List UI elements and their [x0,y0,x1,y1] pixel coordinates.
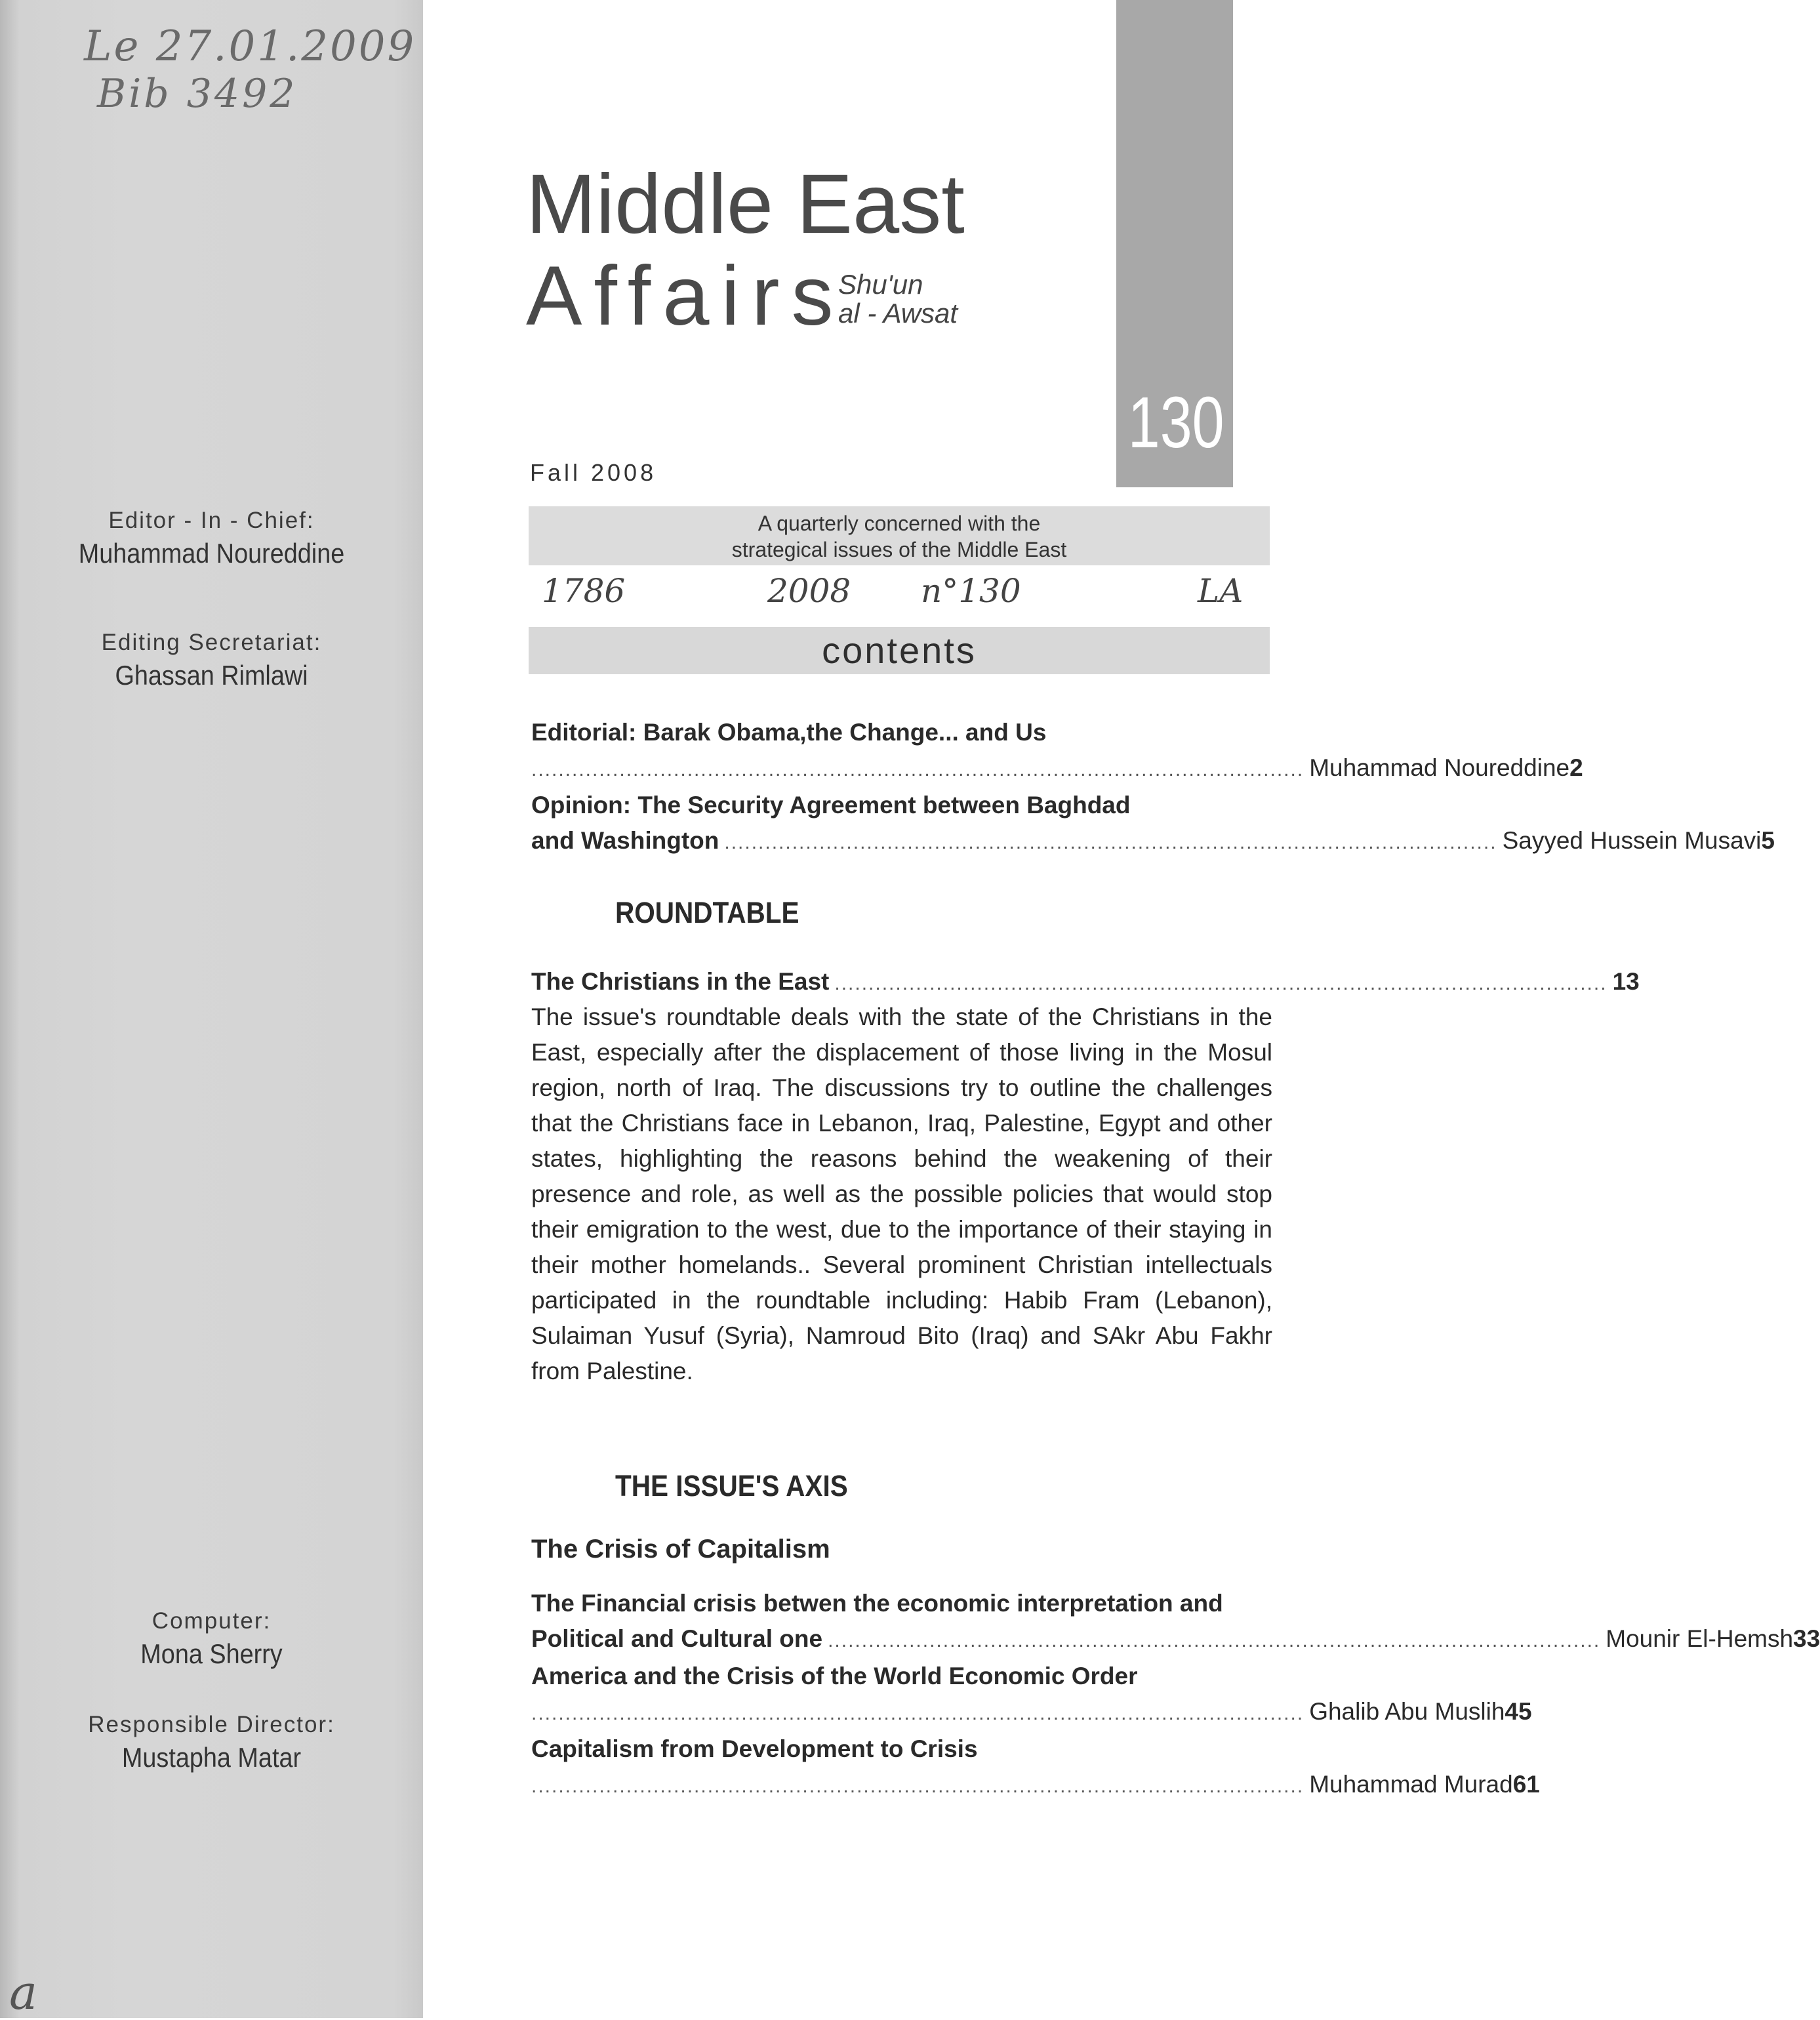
leader-dots: .................................................................................................................. [724,832,1497,853]
subtitle-line2: al - Awsat [838,298,958,329]
tagline-box [529,506,1270,565]
leader-dots: .................................................................................................................. [531,759,1304,780]
toc-opinion-page: 5 [1761,827,1775,854]
tagline-line2: strategical issues of the Middle East [731,538,1067,561]
editor-name: Muhammad Noureddine [78,538,345,569]
toc-axis-item-1-author: Mounir El-Hemsh [1606,1625,1794,1652]
toc-top-entries [531,715,1775,860]
toc-opinion-title-cont: and Washington [531,827,719,854]
roundtable-description: The issue's roundtable deals with the state of the Christians in the East, especially after the displacement of those living in the Mosul region, north of Iraq. The discussions try to outline the challenges that the Christians face in Lebanon, Iraq, Palestine, Egypt and other states, highlighting the reasons behind the weakening of their presence and role, as well as the possible policies that would stop their emigration to the west, due to the importance of their staying in their mother homelands.. Several prominent Christian intellectuals participated in the roundtable including: Habib Fram (Lebanon), Sulaiman Yusuf (Syria), Namroud Bito (Iraq) and SAkr Abu Fakhr from Palestine. [531,1003,1272,1384]
toc-axis-item-2-title: America and the Crisis of the World Economic Order [531,1663,1138,1689]
toc-editorial-title: Editorial: Barak Obama,the Change... and Us [531,719,1047,746]
computer-role: Computer: [152,1608,272,1634]
toc-axis-item-2-page: 45 [1505,1698,1532,1725]
toc-roundtable-row [531,964,1640,1001]
toc-axis-entries [531,1586,1820,1804]
sidebar-panel [0,0,423,2018]
secretariat-credit [0,630,423,691]
toc-axis-item-1-page: 33 [1793,1625,1820,1652]
toc-opinion-title: Opinion: The Security Agreement between Baghdad [531,792,1131,818]
subtitle-line1: Shu'un [838,269,923,300]
toc-axis-item-1-title: The Financial crisis betwen the economic interpretation and [531,1590,1223,1617]
director-role: Responsible Director: [88,1712,335,1737]
tagline-line1: A quarterly concerned with the [758,512,1041,535]
journal-subtitle [838,270,958,328]
leader-dots: .................................................................................................................. [828,1630,1601,1651]
leader-dots: .................................................................................................................. [834,973,1608,994]
director-credit [0,1712,423,1773]
handwritten-catalog-2: 2008 [767,572,851,610]
leader-dots: .................................................................................................................. [531,1775,1304,1797]
handwritten-catalog-4: LA [1198,572,1244,610]
handwritten-corner-mark: a [9,1965,37,2020]
toc-axis-item-2-author: Ghalib Abu Muslih [1309,1698,1505,1725]
toc-roundtable-page: 13 [1612,968,1640,995]
handwritten-catalog-1: 1786 [542,572,626,610]
issue-season: Fall 2008 [530,459,657,486]
handwritten-bib-number: Bib 3492 [97,71,298,117]
director-name: Mustapha Matar [121,1742,302,1773]
editor-credit [0,508,423,569]
toc-roundtable-entry [531,964,1640,1001]
toc-roundtable-title: The Christians in the East [531,968,830,995]
toc-axis-item-3-row [531,1767,1540,1804]
toc-axis-item-3-author: Muhammad Murad [1309,1771,1513,1798]
computer-name: Mona Sherry [140,1638,283,1669]
toc-axis-item-2-row [531,1694,1532,1731]
toc-editorial-page: 2 [1569,754,1583,781]
journal-title-line1: Middle East [526,157,965,251]
handwritten-catalog-3: n°130 [921,572,1021,610]
editor-role: Editor - In - Chief: [108,508,315,533]
toc-editorial-row [531,750,1583,788]
axis-subhead: The Crisis of Capitalism [531,1535,830,1564]
handwritten-date: Le 27.01.2009 [84,22,416,71]
journal-title-line2: Affairs [526,249,845,343]
section-roundtable: ROUNDTABLE [615,896,799,929]
secretariat-role: Editing Secretariat: [101,630,322,655]
toc-axis-item-3-page: 61 [1512,1771,1540,1798]
toc-axis-item-1-row [531,1621,1820,1659]
secretariat-name: Ghassan Rimlawi [115,660,308,691]
contents-heading: contents [529,627,1270,674]
toc-opinion-row [531,823,1775,860]
toc-axis-item-3-title: Capitalism from Development to Crisis [531,1735,978,1762]
toc-axis-item-1-title-cont: Political and Cultural one [531,1625,823,1652]
computer-credit [0,1608,423,1670]
issue-number: 130 [1127,382,1224,463]
section-issue-axis: THE ISSUE'S AXIS [615,1469,848,1503]
leader-dots: .................................................................................................................. [531,1703,1304,1724]
toc-editorial-author: Muhammad Noureddine [1309,754,1570,781]
toc-opinion-author: Sayyed Hussein Musavi [1502,827,1762,854]
